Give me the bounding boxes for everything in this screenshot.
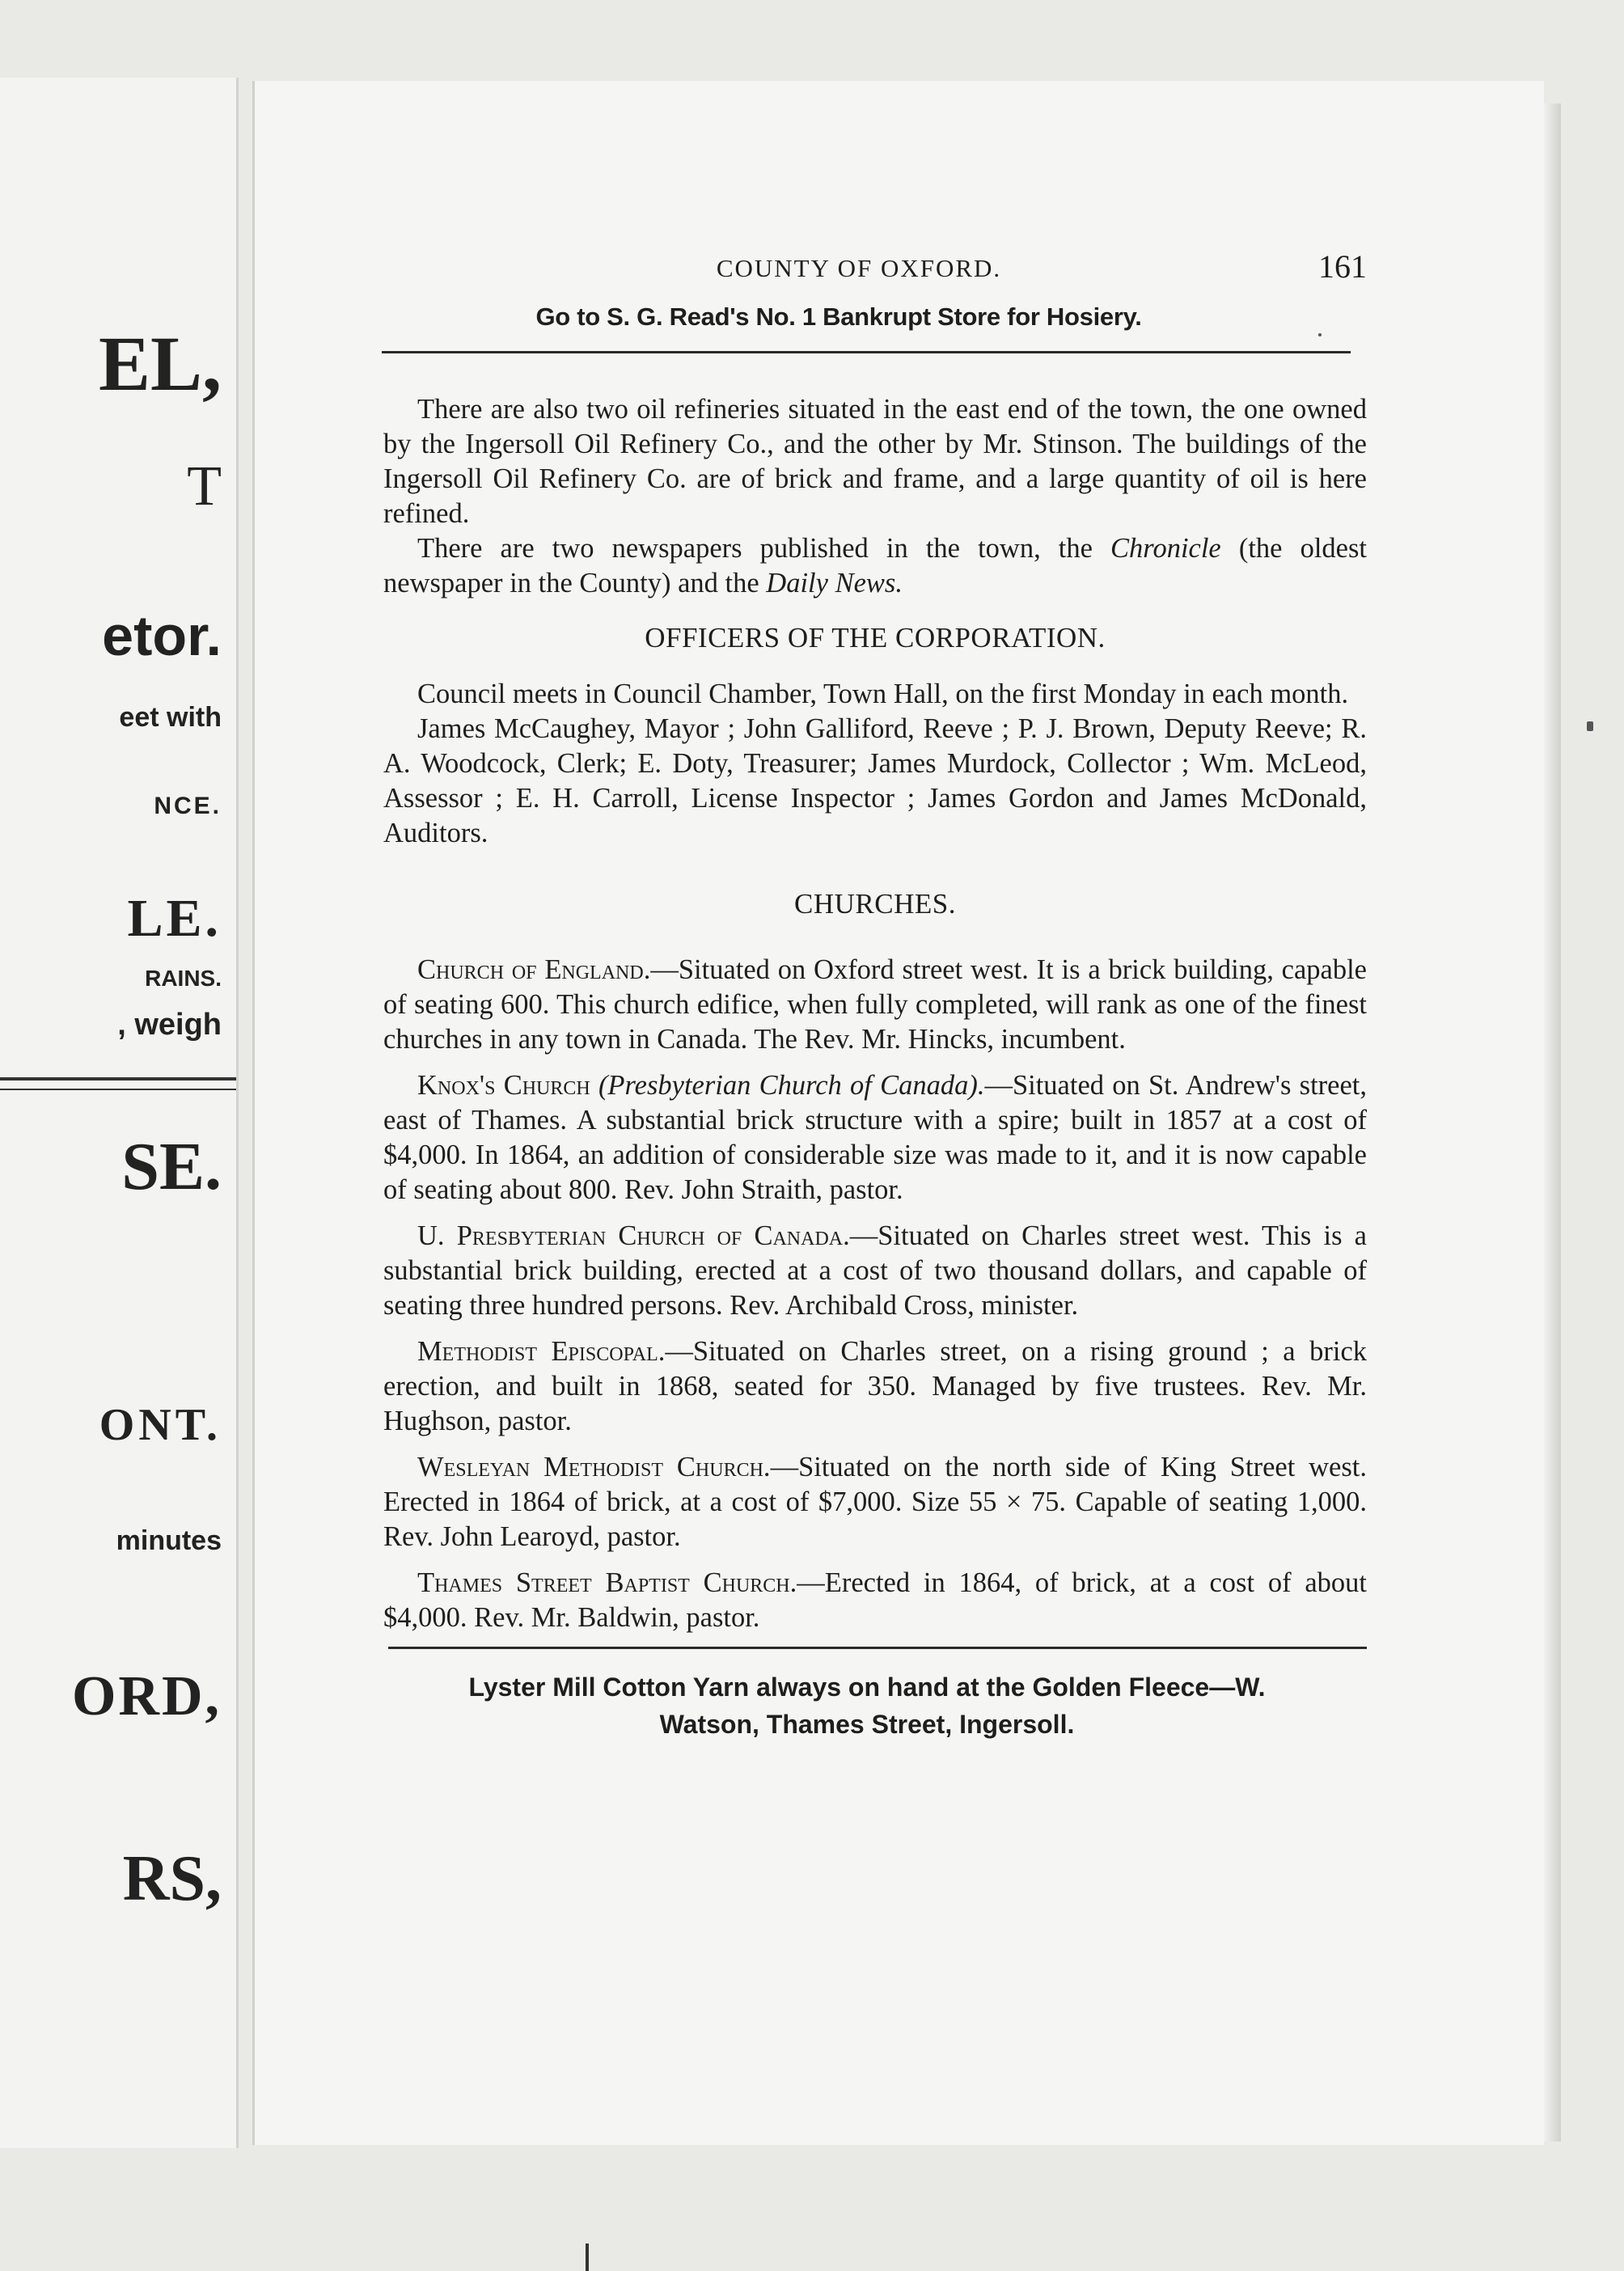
left-fragment: T (187, 455, 222, 518)
church-name: U. Presbyterian Church of Canada. (417, 1220, 850, 1251)
page-content (383, 247, 1367, 1743)
church-name: Methodist Episcopal. (417, 1336, 666, 1367)
running-head (383, 247, 1367, 290)
newspapers-paragraph: There are two newspapers published in the town, the Chronicle (the oldest newspaper in the County) and the Daily News. (383, 533, 1367, 598)
advertisement-banner: Go to S. G. Read's No. 1 Bankrupt Store for Hosiery. (535, 302, 1142, 331)
page-number: 161 (1318, 248, 1367, 285)
officers-heading: OFFICERS OF THE CORPORATION. (645, 622, 1106, 653)
footer-line: Watson, Thames Street, Ingersoll. (659, 1710, 1075, 1739)
bottom-rule (388, 1647, 1367, 1649)
intro-paragraph: There are also two oil refineries situated in the east end of the town, the one owned by the Ingersoll Oil Refinery Co., and the other by Mr. Stinson. The buildings of the Ingersoll Oil Refinery Co. are of brick and frame, and a large quantity of oil is here refined. (383, 394, 1367, 529)
church-entry-wesleyan: Wesleyan Methodist Church.—Situated on the north side of King Street west. Erected in 1864 of brick, at a cost of $7,000. Size 55 × 75. Capable of seating 1,000. Rev. John Learoyd, pastor. (383, 1452, 1367, 1552)
left-page-fragment (0, 78, 239, 2148)
churches-heading: CHURCHES. (794, 888, 956, 920)
left-fragment: ONT. (99, 1400, 222, 1450)
church-entry-knox: Knox's Church (Presbyterian Church of Canada).—Situated on St. Andrew's street, east of Thames. A substantial brick structure with a spire; built in 1857 at a cost of $4,000. In 1864, an addition of considerable size was made to it, and it is now capable of seating about 800. Rev. John Straith, pastor. (383, 1070, 1367, 1205)
church-entry-baptist: Thames Street Baptist Church.—Erected in 1864, of brick, at a cost of about $4,000. Rev. Mr. Baldwin, pastor. (383, 1567, 1368, 1633)
top-rule (382, 351, 1351, 353)
scan-speck (1318, 333, 1322, 336)
left-fragment: etor. (102, 604, 222, 667)
officers-paragraph: James McCaughey, Mayor ; John Galliford, Reeve ; P. J. Brown, Deputy Reeve; R. A. Woodcock, Clerk; E. Doty, Treasurer; James Murdock, Collector ; Wm. McLeod, Assessor ; E. H. Carroll, License Inspector ; James Gordon and James McDonald, Auditors. (383, 713, 1367, 848)
daily-news-title: Daily News. (766, 568, 903, 598)
church-name: Thames Street Baptist Church. (417, 1567, 797, 1598)
left-fragment: LE. (127, 889, 222, 948)
footer-line: Lyster Mill Cotton Yarn always on hand at the Golden Fleece—W. (468, 1673, 1266, 1702)
footer-advertisement (383, 1668, 1367, 1743)
left-fragment: SE. (121, 1129, 222, 1204)
church-entry-u-presbyterian: U. Presbyterian Church of Canada.—Situated on Charles street west. This is a substantial brick building, erected at a cost of two thousand dollars, and capable of seating three hundred persons. Rev. Archibald Cross, minister. (383, 1220, 1367, 1321)
church-name: Knox's Church (417, 1070, 590, 1101)
church-entry-methodist-episcopal: Methodist Episcopal.—Situated on Charles street, on a rising ground ; a brick erection, and built in 1868, seated for 350. Managed by five trustees. Rev. Mr. Hughson, pastor. (383, 1336, 1368, 1436)
scan-speck (1587, 721, 1593, 731)
left-fragment: minutes (116, 1525, 222, 1556)
left-fragment: eet with (119, 702, 222, 733)
left-fragment: RS, (122, 1843, 222, 1914)
left-fragment: NCE. (154, 793, 222, 819)
chronicle-title: Chronicle (1110, 533, 1221, 564)
left-fragment: ORD, (71, 1665, 222, 1728)
running-head-title: COUNTY OF OXFORD. (716, 254, 1002, 282)
scan-mark (586, 2244, 589, 2271)
church-entry-england: Church of England.—Situated on Oxford street west. It is a brick building, capable of seating 600. This church edifice, when fully completed, will rank as one of the finest churches in any town in Canada. The Rev. Mr. Hincks, incumbent. (383, 954, 1367, 1055)
left-rule (0, 1077, 236, 1081)
left-fragment: RAINS. (145, 966, 222, 991)
church-name: Church of England. (417, 954, 651, 985)
left-fragment: EL, (98, 320, 222, 407)
church-name: Wesleyan Methodist Church. (417, 1452, 771, 1482)
denomination: (Presbyterian Church of Canada). (590, 1070, 985, 1101)
left-fragment: , weigh (117, 1008, 222, 1042)
left-rule (0, 1089, 236, 1090)
council-paragraph: Council meets in Council Chamber, Town Hall, on the first Monday in each month. (417, 679, 1349, 709)
